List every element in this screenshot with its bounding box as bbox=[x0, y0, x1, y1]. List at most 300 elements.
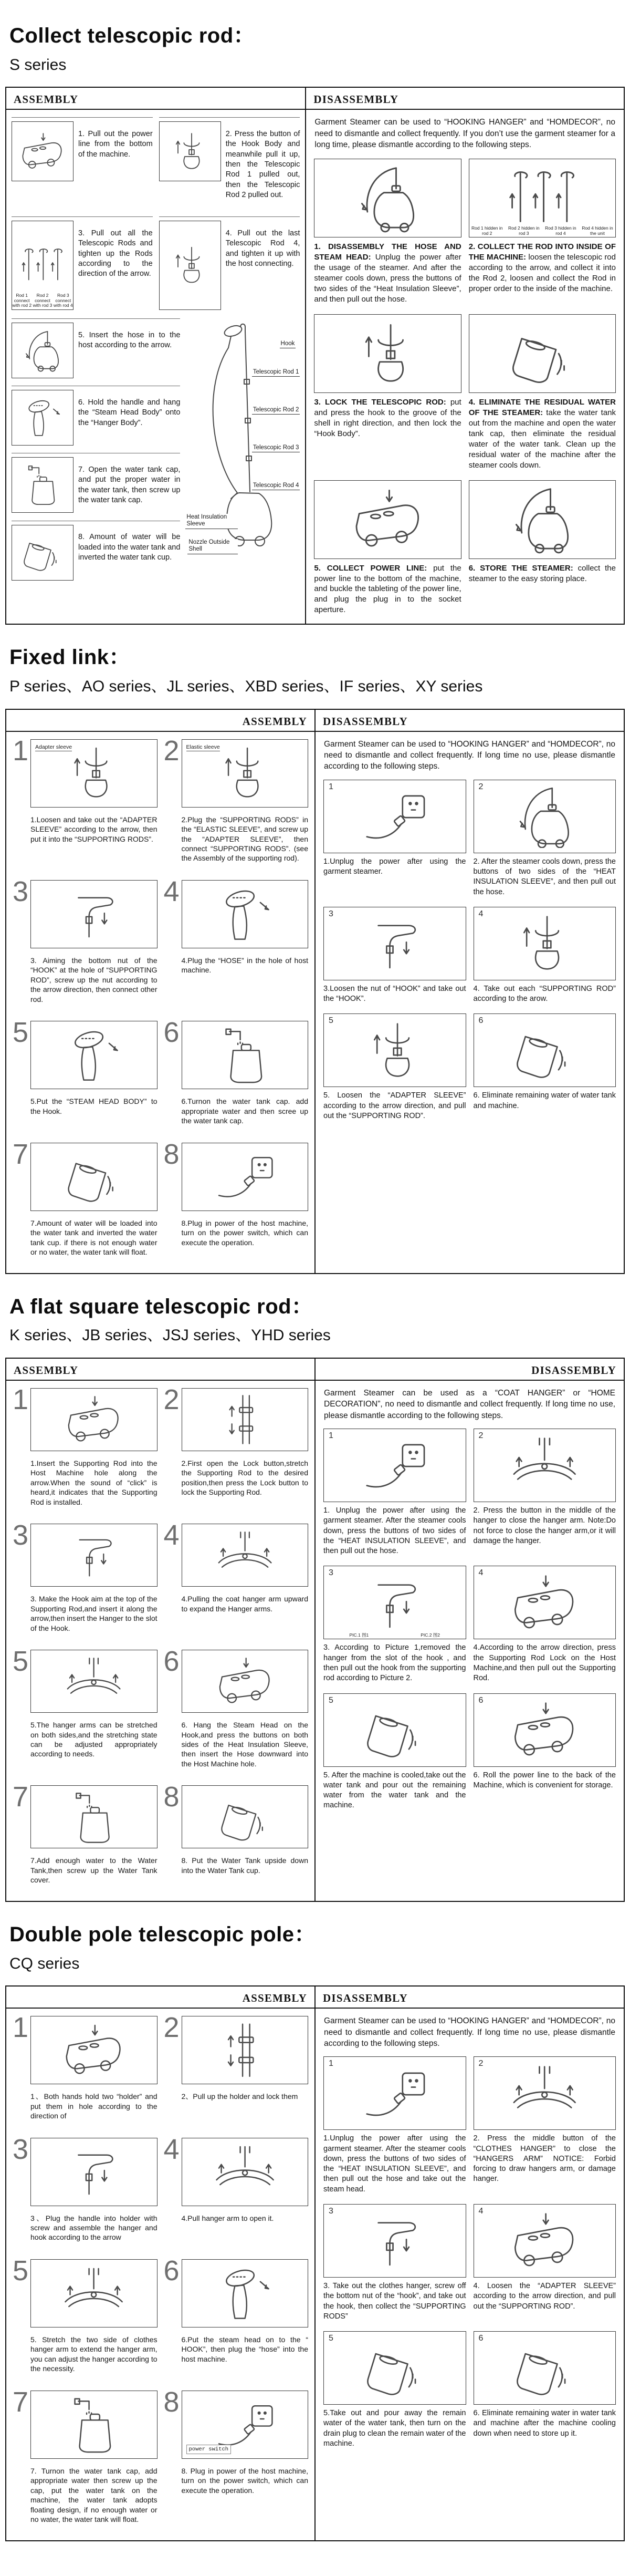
assembly-heading: ASSEMBLY bbox=[6, 1359, 314, 1381]
diagram-label: Nozzle Outside Shell bbox=[187, 539, 238, 554]
assembly-steps-top bbox=[6, 110, 305, 310]
step-caption: 7.Amount of water will be loaded into the water tank and inverted the water tank cup. if there is not enough water or no water, the water tank will float. bbox=[30, 1218, 158, 1257]
step-body bbox=[182, 1785, 309, 1892]
hanger-sketch-icon bbox=[182, 2138, 309, 2206]
disassembly-step bbox=[474, 907, 616, 1005]
hanger-sketch-icon bbox=[30, 2259, 158, 2327]
disassembly-steps bbox=[316, 774, 624, 1122]
step-caption: 1.Unplug the power after using the garment steamer. After the steamer cools down, press the buttons of two sides of the “HEAT INSULATION SLEEVE”, and then pull out the hose and take out the steam head. bbox=[323, 2134, 466, 2194]
step-caption: 5.The hanger arms can be stretched on both sides,and the stretching state can be adjusted appropriately according to needs. bbox=[30, 1721, 158, 1758]
disassembly-step bbox=[474, 2056, 616, 2195]
rodpull-sketch-icon bbox=[30, 739, 158, 808]
step-body bbox=[30, 2138, 158, 2250]
step-caption: 3. Make the Hook aim at the top of the Supporting Rod,and insert it along the arrow,then insert the Hanger to the slot of the Hook. bbox=[30, 1595, 158, 1632]
plug-sketch-icon bbox=[323, 780, 466, 853]
assembly-step bbox=[12, 318, 180, 378]
step-number: 1 bbox=[13, 2012, 29, 2044]
step-number: 5 bbox=[13, 2254, 29, 2287]
step-number: 5 bbox=[329, 1016, 333, 1026]
assembly-step bbox=[13, 1781, 158, 1892]
step-caption: 2.Plug the “SUPPORTING RODS” in the “ELASTIC SLEEVE”, and screw up the “ADAPTER SLEEVE”, then connect “SUPPORTING RODS”. (see the Assembly of the supporting rod). bbox=[181, 815, 308, 863]
disassembly-step bbox=[469, 480, 616, 616]
hanger-sketch-icon bbox=[30, 1650, 158, 1713]
assembly-step bbox=[13, 1646, 158, 1776]
step-body bbox=[182, 2138, 309, 2250]
illustration-sub-labels bbox=[12, 293, 73, 308]
step-caption: 2.First open the Lock button,stretch the Supporting Rod to the desired position,then press the Lock button to lock the Supporting Rod. bbox=[181, 1458, 308, 1497]
step-body bbox=[182, 2016, 309, 2128]
diagram-label: Telescopic Rod 3 bbox=[252, 444, 300, 452]
assembly-step bbox=[12, 216, 153, 310]
disassembly-steps bbox=[316, 1423, 624, 1811]
illustration-sub-label: Rod 2 hidden in rod 3 bbox=[508, 225, 540, 236]
pour-sketch-icon bbox=[323, 1693, 466, 1767]
instruction-panel bbox=[5, 1985, 625, 2541]
assembly-step bbox=[163, 1138, 309, 1265]
disassembly-step bbox=[323, 780, 466, 897]
machine-sketch-icon bbox=[12, 121, 74, 181]
step-caption: 3. According to Picture 1,removed the hanger from the slot of the hook , and then pull out the hook from the supporting rod according to Picture 2. bbox=[323, 1643, 466, 1683]
step-caption: 5. COLLECT POWER LINE: put the power line to the bottom of the machine, and buckle the tableting of the power line, and plug the plug in to the socket aperture. bbox=[314, 563, 461, 615]
step-caption: 8.Plug in power of the host machine, turn on the power switch, which can execute the operation. bbox=[181, 1218, 308, 1247]
disassembly-steps bbox=[316, 2051, 624, 2449]
step-caption: 6.Put the steam head on to the “ HOOK”, then plug the “hose” into the host machine. bbox=[181, 2335, 308, 2363]
series-subtitle: CQ series bbox=[9, 1954, 80, 1972]
steamer-parts-diagram bbox=[185, 318, 300, 581]
plug-sketch-icon bbox=[182, 2391, 309, 2459]
pour-sketch-icon bbox=[474, 1013, 616, 1087]
step-number: 2 bbox=[163, 1383, 180, 1415]
step-body bbox=[182, 1524, 309, 1640]
disassembly-step bbox=[323, 2331, 466, 2449]
assembly-column bbox=[6, 88, 305, 624]
step-caption: 1.Insert the Supporting Rod into the Host Machine hole along the arrow.When the sound of “click” is heard,it indicates that the Supporting Rod is installed. bbox=[30, 1458, 158, 1506]
step-caption: 4.Pulling the coat hanger arm upward to expand the Hanger arms. bbox=[181, 1595, 308, 1613]
assembly-step bbox=[13, 2386, 158, 2532]
step-caption: 5. Stretch the two side of clothes hanger arm to extend the hanger arm, you can adjust the hanger according to the necessity. bbox=[30, 2335, 158, 2373]
disassembly-step bbox=[314, 159, 461, 305]
assembly-steps-stack bbox=[12, 318, 180, 581]
step-body bbox=[182, 739, 309, 871]
step-caption: 4. Loosen the “ADAPTER SLEEVE” according to the arrow direction, and pull out the “SUPPORTING ROD”. bbox=[473, 2281, 616, 2311]
rodpull-sketch-icon bbox=[159, 221, 221, 310]
head-sketch-icon bbox=[12, 390, 74, 446]
disassembly-step bbox=[323, 1566, 466, 1683]
tank-sketch-icon bbox=[30, 2391, 158, 2459]
step-caption: 1.Loosen and take out the “ADAPTER SLEEVE” according to the arrow, then put it into the “SUPPORTING RODS”. bbox=[30, 815, 158, 843]
head-sketch-icon bbox=[182, 2259, 309, 2327]
head-sketch-icon bbox=[30, 1021, 158, 1089]
pour-sketch-icon bbox=[182, 1785, 309, 1848]
step-caption: 6. STORE THE STEAMER: collect the steamer to the easy storing place. bbox=[468, 563, 616, 583]
step-caption: 3. Aiming the bottom nut of the “HOOK” at the hole of “SUPPORTING ROD”, screw up the nut according to the arrow direction, then connect other rod. bbox=[30, 956, 158, 1003]
step-body bbox=[30, 2016, 158, 2128]
disassembly-heading: DISASSEMBLY bbox=[316, 710, 624, 732]
diagram-label: Heat Insulation Sleeve bbox=[185, 514, 238, 529]
step-number: 8 bbox=[163, 2386, 180, 2418]
assembly-step bbox=[163, 1017, 309, 1133]
tank-sketch-icon bbox=[12, 457, 74, 513]
step-number: 1 bbox=[329, 1431, 333, 1440]
assembly-column bbox=[6, 1359, 314, 1901]
disassembly-step bbox=[323, 2056, 466, 2195]
step-caption: 6.Turnon the water tank cap. add appropriate water and then scree up the water tank cap. bbox=[181, 1097, 308, 1125]
step-number: 1 bbox=[329, 2059, 333, 2068]
instruction-panel bbox=[5, 709, 625, 1274]
step-caption: 1. Pull out the power line from the bottom of the machine. bbox=[78, 129, 153, 159]
step-number: 6 bbox=[478, 2334, 484, 2343]
illustration-sub-label: PIC.1 图1 bbox=[349, 1632, 369, 1638]
step-caption: 6. Eliminate remaining water of water tank and machine. bbox=[473, 1091, 616, 1110]
page-title: Fixed link： bbox=[9, 646, 130, 669]
assembly-step bbox=[163, 1519, 309, 1640]
step-body bbox=[30, 1021, 158, 1133]
assembly-step bbox=[163, 2386, 309, 2532]
illustration-label: Adapter sleeve bbox=[35, 743, 72, 750]
diagram-label: Telescopic Rod 4 bbox=[252, 482, 300, 490]
steamer-sketch-icon bbox=[474, 780, 616, 853]
step-body bbox=[30, 1650, 158, 1776]
machine-sketch-icon bbox=[474, 2204, 616, 2278]
step-caption: 4.Pull hanger arm to open it. bbox=[181, 2213, 274, 2222]
step-caption: 4.According to the arrow direction, press the Supporting Rod Lock on the Host Machine,and then pull out the Supporting Rod. bbox=[473, 1643, 616, 1683]
step-body bbox=[182, 2391, 309, 2532]
disassembly-intro: Garment Steamer can be used as a “COAT HANGER” or “HOME DECORATION”, no need to dismantle and collect frequently. If long time no use, please dismantle according to the following steps. bbox=[324, 1388, 615, 1420]
assembly-step bbox=[12, 453, 180, 513]
disassembly-step bbox=[474, 1566, 616, 1683]
disassembly-heading: DISASSEMBLY bbox=[316, 1359, 624, 1381]
illustration-sub-label: Rod 2 connect with rod 3 bbox=[33, 292, 52, 308]
step-body bbox=[182, 1650, 309, 1776]
diagram-label: Telescopic Rod 2 bbox=[252, 407, 300, 415]
step-number: 6 bbox=[163, 1646, 180, 1678]
disassembly-step bbox=[323, 1013, 466, 1121]
steamer-sketch-icon bbox=[12, 323, 74, 378]
disassembly-step bbox=[314, 480, 461, 616]
step-caption: 7.Add enough water to the Water Tank,then screw up the Water Tank cover. bbox=[30, 1856, 158, 1885]
hook-sketch-icon bbox=[323, 1566, 466, 1639]
step-caption: 2、Pull up the holder and lock them bbox=[181, 2092, 298, 2101]
step-caption: 5.Put the “STEAM HEAD BODY” to the Hook. bbox=[30, 1097, 158, 1115]
step-caption: 3. LOCK THE TELESCOPIC ROD: put and press the hook to the groove of the shell in right direction, and then lock the “Hook Body”. bbox=[314, 398, 461, 438]
assembly-column bbox=[6, 1987, 314, 2540]
illustration-label: Elastic sleeve bbox=[186, 743, 220, 750]
assembly-steps-bottom bbox=[6, 310, 305, 581]
disassembly-step bbox=[474, 780, 616, 897]
step-body bbox=[30, 880, 158, 1011]
rodpull-sketch-icon bbox=[314, 314, 461, 393]
step-number: 6 bbox=[478, 1695, 484, 1705]
assembly-step bbox=[12, 117, 153, 208]
assembly-step bbox=[163, 1383, 309, 1514]
tank-sketch-icon bbox=[30, 1785, 158, 1848]
step-body bbox=[182, 880, 309, 1011]
page-title: A flat square telescopic rod： bbox=[9, 1295, 313, 1318]
step-number: 7 bbox=[13, 2386, 29, 2418]
tank-sketch-icon bbox=[182, 1021, 309, 1089]
rodpull-sketch-icon bbox=[159, 121, 221, 181]
step-body bbox=[182, 1388, 309, 1514]
assembly-heading: ASSEMBLY bbox=[6, 1987, 314, 2009]
step-caption: 4.Plug the “HOSE” in the hole of host machine. bbox=[181, 956, 308, 975]
disassembly-step bbox=[469, 314, 616, 471]
step-caption: 3. Take out the clothes hanger, screw off the bottom nut of the “hook”, and take out the hook, then collect the “SUPPORTING RODS” bbox=[323, 2281, 466, 2321]
step-caption: 5.Take out and pour away the remain water of the water tank, then turn on the drain plug to clean the remain water of the machine. bbox=[323, 2409, 466, 2448]
step-number: 7 bbox=[13, 1781, 29, 1813]
step-body bbox=[30, 2391, 158, 2532]
plug-sketch-icon bbox=[323, 2056, 466, 2130]
step-caption: 3、Plug the handle into holder with screw and assemble the hanger and hook according to the arrow bbox=[30, 2213, 158, 2242]
assembly-step bbox=[13, 1017, 158, 1133]
diagram-label: Telescopic Rod 1 bbox=[252, 369, 300, 377]
step-caption: 4. Take out each “SUPPORTING ROD” according to the arow. bbox=[473, 984, 616, 1003]
hook-sketch-icon bbox=[323, 2204, 466, 2278]
step-body bbox=[30, 1143, 158, 1265]
step-body bbox=[30, 1524, 158, 1640]
hook-sketch-icon bbox=[30, 880, 158, 948]
step-number: 3 bbox=[13, 2133, 29, 2165]
section-header-collect-telescopic-rod bbox=[9, 24, 625, 74]
disassembly-step bbox=[474, 2204, 616, 2322]
hanger-sketch-icon bbox=[182, 1524, 309, 1587]
step-caption: 7. Turnon the water tank cap, add appropriate water then screw up the cap, put the water tank on the machine, the water tank adopts floating design, if no enough water or no water, the water tank will float. bbox=[30, 2466, 158, 2524]
disassembly-step bbox=[323, 907, 466, 1005]
rods-sketch-icon bbox=[12, 221, 74, 310]
step-caption: 2. COLLECT THE ROD INTO INSIDE OF THE MACHINE: loosen the telescopic rod according to the arrow, and collect it into the Rod 2, loosen and collect the Rod in proper order to the inside of the machine. bbox=[468, 242, 616, 294]
step-number: 3 bbox=[329, 2206, 333, 2216]
step-number: 2 bbox=[478, 782, 484, 791]
step-caption: 5. After the machine is cooled,take out the water tank and pour out the remaining water from the water tank and the machine. bbox=[323, 1771, 466, 1810]
machine-sketch-icon bbox=[474, 1693, 616, 1767]
disassembly-column bbox=[314, 710, 624, 1273]
step-number: 4 bbox=[163, 2133, 180, 2165]
step-number: 4 bbox=[478, 909, 484, 918]
assembly-step bbox=[163, 2012, 309, 2128]
disassembly-step bbox=[323, 2204, 466, 2322]
assembly-step bbox=[12, 386, 180, 446]
step-number: 4 bbox=[478, 2206, 484, 2216]
steamer-sketch-icon bbox=[469, 480, 616, 559]
assembly-step bbox=[13, 2133, 158, 2250]
step-number: 3 bbox=[329, 1568, 333, 1578]
step-number: 3 bbox=[13, 1519, 29, 1551]
step-body bbox=[30, 1388, 158, 1514]
disassembly-intro: Garment Steamer can be used to “HOOKING HANGER” and “HOMDECOR”, no need to dismantle and collect frequently. If you don’t use the garment steamer for a long time, please dismantle according to the following steps. bbox=[314, 118, 615, 150]
assembly-step bbox=[163, 1781, 309, 1892]
assembly-heading: ASSEMBLY bbox=[6, 88, 305, 110]
assembly-step bbox=[13, 734, 158, 871]
step-number: 1 bbox=[13, 734, 29, 767]
illustration-sub-labels bbox=[469, 226, 615, 236]
plug-sketch-icon bbox=[323, 1429, 466, 1502]
step-caption: 6. Hang the Steam Head on the Hook,and press the buttons on both sides of the Heat Insulation Sleeve, then insert the Hose downward into the Host Machine hole. bbox=[181, 1721, 308, 1768]
step-caption: 1. Unplug the power after using the garment steamer. After the steamer cools down, press the buttons of two sides of the “HEAT INSULATION SLEEVE”, and then pull out the hose. bbox=[323, 1506, 466, 1556]
assembly-step bbox=[163, 2254, 309, 2381]
disassembly-step bbox=[474, 1013, 616, 1121]
disassembly-step bbox=[474, 2331, 616, 2449]
assembly-step bbox=[13, 2254, 158, 2381]
step-number: 4 bbox=[478, 1568, 484, 1578]
illustration-label: power switch bbox=[186, 2445, 232, 2454]
illustration-sub-label: PIC.2 图2 bbox=[421, 1632, 440, 1638]
plug-sketch-icon bbox=[182, 1143, 309, 1211]
disassembly-step bbox=[314, 314, 461, 471]
step-caption: 2. Press the button in the middle of the hanger to close the hanger arm. Note:Do not force to close the hanger arm,or it will damage the hanger. bbox=[473, 1506, 616, 1545]
disassembly-column bbox=[305, 88, 624, 624]
step-number: 4 bbox=[163, 875, 180, 907]
step-caption: 5. Insert the hose in to the host according to the arrow. bbox=[78, 330, 181, 350]
illustration-sub-labels bbox=[324, 1633, 466, 1638]
step-number: 7 bbox=[13, 1138, 29, 1170]
disassembly-intro: Garment Steamer can be used to “HOOKING HANGER” and “HOMDECOR”, no need to dismantle and collect frequently. If long time no use, please dismantle according to the following steps. bbox=[324, 2016, 615, 2048]
rod-sketch-icon bbox=[182, 1388, 309, 1451]
disassembly-steps bbox=[306, 152, 624, 615]
step-number: 3 bbox=[13, 875, 29, 907]
disassembly-step bbox=[323, 1429, 466, 1556]
assembly-step bbox=[159, 117, 300, 208]
assembly-steps bbox=[6, 1381, 314, 1892]
step-number: 6 bbox=[478, 1016, 484, 1026]
step-caption: 6. Roll the power line to the back of the Machine, which is convenient for storage. bbox=[473, 1771, 616, 1789]
step-number: 8 bbox=[163, 1138, 180, 1170]
illustration-sub-label: Rod 1 connect with rod 2 bbox=[12, 292, 32, 308]
step-caption: 4. ELIMINATE THE RESIDUAL WATER OF THE STEAMER: take the water tank out from the machine and open the water tank cap, then eliminate the residual water of the water tank. Clean up the residual water of the machine after the steamer cools down. bbox=[468, 398, 616, 470]
illustration-sub-label: Rod 3 connect with rod 4 bbox=[53, 292, 73, 308]
section-header-double-pole-telescopic-pole bbox=[9, 1923, 625, 1973]
rods-sketch-icon bbox=[469, 159, 616, 237]
step-number: 5 bbox=[13, 1646, 29, 1678]
step-number: 2 bbox=[163, 734, 180, 767]
assembly-column bbox=[6, 710, 314, 1273]
pour-sketch-icon bbox=[12, 525, 74, 581]
step-number: 5 bbox=[329, 1695, 333, 1705]
step-number: 1 bbox=[13, 1383, 29, 1415]
assembly-step bbox=[163, 734, 309, 871]
step-caption: 3. Pull out all the Telescopic Rods and tighten up the Rods according to the direction of the arrow. bbox=[78, 229, 153, 278]
step-caption: 6. Eliminate remaining water in water tank and machine after the machine cooling down when need to store up it. bbox=[473, 2409, 616, 2438]
series-subtitle: P series、AO series、JL series、XBD series、IF series、XY series bbox=[9, 678, 483, 696]
disassembly-column bbox=[314, 1987, 624, 2540]
assembly-step bbox=[12, 521, 180, 581]
step-caption: 3.Loosen the nut of “HOOK” and take out the “HOOK”. bbox=[323, 984, 466, 1003]
machine-sketch-icon bbox=[474, 1566, 616, 1639]
series-subtitle: K series、JB series、JSJ series、YHD series bbox=[9, 1327, 331, 1344]
section-header-fixed-link bbox=[9, 646, 625, 696]
step-body bbox=[182, 2259, 309, 2381]
machine-sketch-icon bbox=[30, 2016, 158, 2084]
disassembly-step bbox=[474, 1429, 616, 1556]
step-caption: 1.Unplug the power after using the garment steamer. bbox=[323, 857, 466, 876]
assembly-step bbox=[13, 1383, 158, 1514]
step-caption: 8. Put the Water Tank upside down into the Water Tank cup. bbox=[181, 1856, 308, 1875]
step-caption: 1、Both hands hold two “holder” and put them in hole according to the direction of bbox=[30, 2092, 158, 2120]
step-body bbox=[30, 2259, 158, 2381]
step-body bbox=[182, 1143, 309, 1265]
hanger-sketch-icon bbox=[474, 2056, 616, 2130]
series-subtitle: S series bbox=[9, 56, 67, 74]
instruction-panel bbox=[5, 87, 625, 625]
step-caption: 4. Pull out the last Telescopic Rod 4, and tighten it up with the host connecting. bbox=[225, 229, 300, 268]
step-number: 5 bbox=[329, 2334, 333, 2343]
step-caption: 7. Open the water tank cap, and put the proper water in the water tank, then screw up the water tank cap. bbox=[78, 465, 181, 505]
step-caption: 5. Loosen the “ADAPTER SLEEVE” according to the arrow direction, and pull out the “SUPPORTING ROD”. bbox=[323, 1091, 466, 1120]
page-title: Collect telescopic rod： bbox=[9, 24, 255, 47]
disassembly-heading: DISASSEMBLY bbox=[306, 88, 624, 110]
assembly-heading: ASSEMBLY bbox=[6, 710, 314, 732]
section-header-flat-square-telescopic-rod bbox=[9, 1295, 625, 1345]
steamer-sketch-icon bbox=[314, 159, 461, 237]
step-caption: 2. After the steamer cools down, press the buttons of two sides of the “HEAT INSULATION SLEEVE”, and then pull out the hose. bbox=[473, 857, 616, 896]
assembly-step bbox=[163, 1646, 309, 1776]
assembly-step bbox=[163, 875, 309, 1011]
disassembly-column bbox=[314, 1359, 624, 1901]
step-caption: 1. DISASSEMBLY THE HOSE AND STEAM HEAD: Unplug the power after the usage of the steamer. And after the steamer cools down, press the buttons of two sides of the “Heat Insulation Sleeve”, and then pull out the hose. bbox=[314, 242, 461, 304]
step-number: 2 bbox=[163, 2012, 180, 2044]
step-number: 6 bbox=[163, 1017, 180, 1049]
assembly-step bbox=[13, 875, 158, 1011]
disassembly-step bbox=[323, 1693, 466, 1811]
step-number: 3 bbox=[329, 909, 333, 918]
assembly-steps bbox=[6, 2009, 314, 2532]
step-number: 1 bbox=[329, 782, 333, 791]
step-body bbox=[30, 1785, 158, 1892]
instruction-panel bbox=[5, 1358, 625, 1902]
step-caption: 6. Hold the handle and hang the “Steam Head Body” onto the “Hanger Body”. bbox=[78, 398, 181, 427]
pour-sketch-icon bbox=[469, 314, 616, 393]
assembly-step bbox=[163, 2133, 309, 2250]
step-number: 6 bbox=[163, 2254, 180, 2287]
head-sketch-icon bbox=[182, 880, 309, 948]
illustration-sub-label: Rod 3 hidden in rod 4 bbox=[545, 225, 576, 236]
pour-sketch-icon bbox=[474, 2331, 616, 2405]
step-caption: 2. Press the button of the Hook Body and meanwhile pull it up, then the Telescopic Rod 1 pulled out, then the Telescopic Rod 2 pulled out. bbox=[225, 129, 300, 200]
disassembly-heading: DISASSEMBLY bbox=[316, 1987, 624, 2009]
rod-sketch-icon bbox=[182, 2016, 309, 2084]
machine-sketch-icon bbox=[314, 480, 461, 559]
step-body bbox=[182, 1021, 309, 1133]
pour-sketch-icon bbox=[323, 2331, 466, 2405]
assembly-step bbox=[159, 216, 300, 310]
machine-sketch-icon bbox=[182, 1650, 309, 1713]
hanger-sketch-icon bbox=[474, 1429, 616, 1502]
hook-sketch-icon bbox=[30, 1524, 158, 1587]
machine-sketch-icon bbox=[30, 1388, 158, 1451]
pour-sketch-icon bbox=[30, 1143, 158, 1211]
step-number: 2 bbox=[478, 2059, 484, 2068]
disassembly-step bbox=[469, 159, 616, 305]
page-title: Double pole telescopic pole： bbox=[9, 1922, 316, 1946]
assembly-steps bbox=[6, 732, 314, 1265]
hook-sketch-icon bbox=[323, 907, 466, 980]
rodpull-sketch-icon bbox=[182, 739, 309, 808]
rodpull-sketch-icon bbox=[323, 1013, 466, 1087]
step-number: 2 bbox=[478, 1431, 484, 1440]
illustration-sub-label: Rod 4 hidden in the unit bbox=[582, 225, 613, 236]
step-caption: 8. Amount of water will be loaded into the water tank and inverted the water tank cup. bbox=[78, 533, 181, 562]
illustration-sub-label: Rod 1 hidden in rod 2 bbox=[471, 225, 503, 236]
rodpull-sketch-icon bbox=[474, 907, 616, 980]
step-number: 5 bbox=[13, 1017, 29, 1049]
step-caption: 8. Plug in power of the host machine, turn on the power switch, which can execute the operation. bbox=[181, 2466, 308, 2495]
assembly-step bbox=[13, 1519, 158, 1640]
step-caption: 2. Press the middle button of the “CLOTHES HANGER” to close the “HANGERS ARM” NOTICE: Forbid forcing to draw hangers arm, or damage hanger. bbox=[473, 2134, 616, 2184]
diagram-label: Hook bbox=[280, 340, 296, 348]
step-body bbox=[30, 739, 158, 871]
assembly-step bbox=[13, 1138, 158, 1265]
assembly-step bbox=[13, 2012, 158, 2128]
step-number: 8 bbox=[163, 1781, 180, 1813]
disassembly-intro: Garment Steamer can be used to “HOOKING HANGER” and “HOMDECOR”, no need to dismantle and collect frequently. If long time no use, please dismantle according to the following steps. bbox=[324, 739, 615, 771]
